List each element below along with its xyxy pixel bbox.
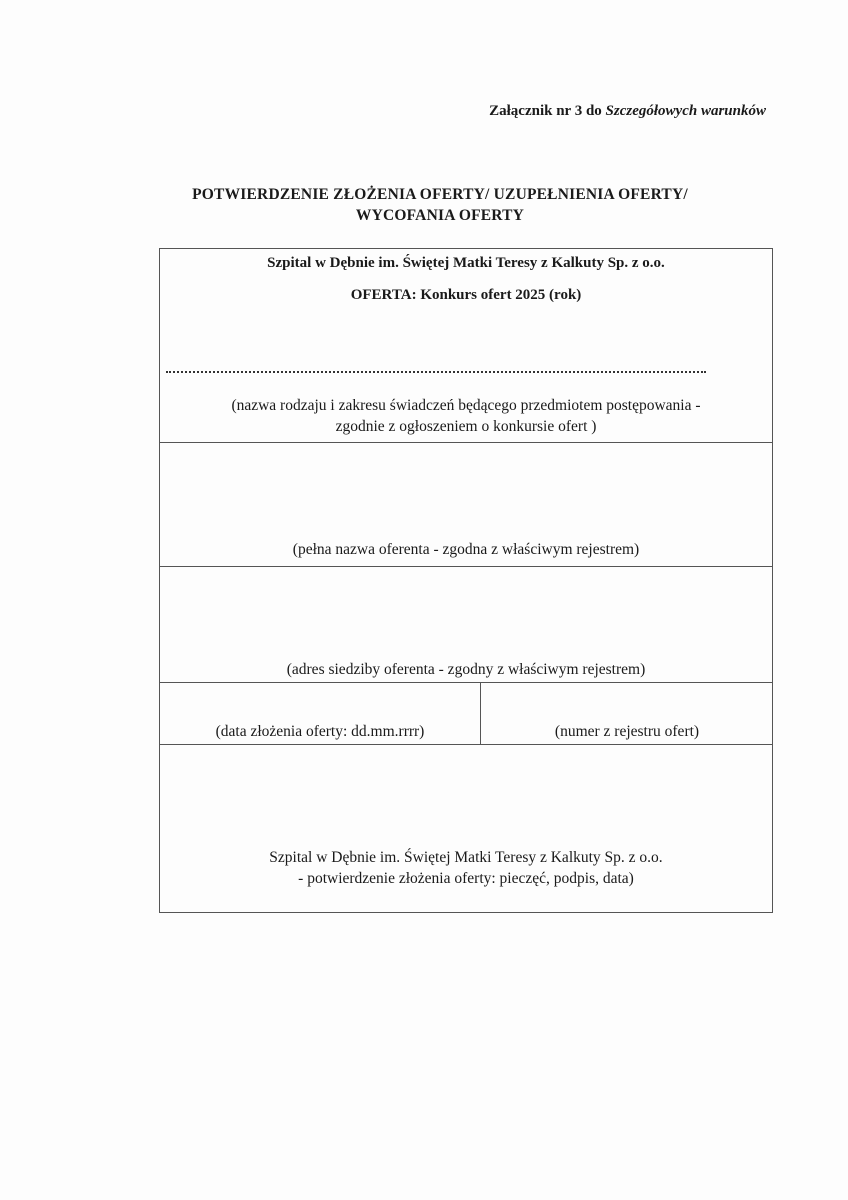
submission-date-caption: (data złożenia oferty: dd.mm.rrrr)	[215, 723, 425, 740]
annex-prefix: Załącznik nr 3 do	[489, 103, 606, 119]
annex-italic-title: Szczegółowych warunków	[605, 103, 766, 119]
confirmation-caption-line-2: - potwierdzenie złożenia oferty: pieczęć, podpis, data)	[298, 870, 634, 887]
confirmation-caption-line-1: Szpital w Dębnie im. Świętej Matki Teresy z Kalkuty Sp. z o.o.	[269, 849, 663, 866]
hospital-header: Szpital w Dębnie im. Świętej Matki Teresy z Kalkuty Sp. z o.o.	[267, 255, 665, 271]
confirmation-form	[159, 248, 773, 913]
confirmation-section[interactable]	[160, 745, 772, 913]
bidder-name-caption: (pełna nazwa oferenta - zgodna z właściwym rejestrem)	[292, 541, 640, 558]
service-caption-line-2: zgodnie z ogłoszeniem o konkursie ofert )	[335, 418, 597, 435]
bidder-address-section[interactable]	[160, 567, 772, 683]
document-title	[150, 184, 730, 226]
registry-number-caption: (numer z rejestru ofert)	[554, 723, 700, 740]
document-title-line-2: WYCOFANIA OFERTY	[355, 207, 525, 224]
service-fill-line[interactable]	[166, 371, 706, 373]
bidder-name-section[interactable]	[160, 443, 772, 567]
offer-section	[160, 249, 772, 443]
annex-reference	[489, 103, 766, 120]
service-caption-line-1: (nazwa rodzaju i zakresu świadczeń będącego przedmiotem postępowania -	[231, 397, 701, 414]
offer-line: OFERTA: Konkurs ofert 2025 (rok)	[350, 287, 582, 303]
confirmation-caption	[160, 847, 772, 889]
date-registry-section	[160, 683, 772, 745]
document-title-line-1: POTWIERDZENIE ZŁOŻENIA OFERTY/ UZUPEŁNIENIA OFERTY/	[192, 186, 688, 203]
service-caption	[160, 395, 772, 437]
bidder-address-caption: (adres siedziby oferenta - zgodny z właściwym rejestrem)	[286, 661, 646, 678]
